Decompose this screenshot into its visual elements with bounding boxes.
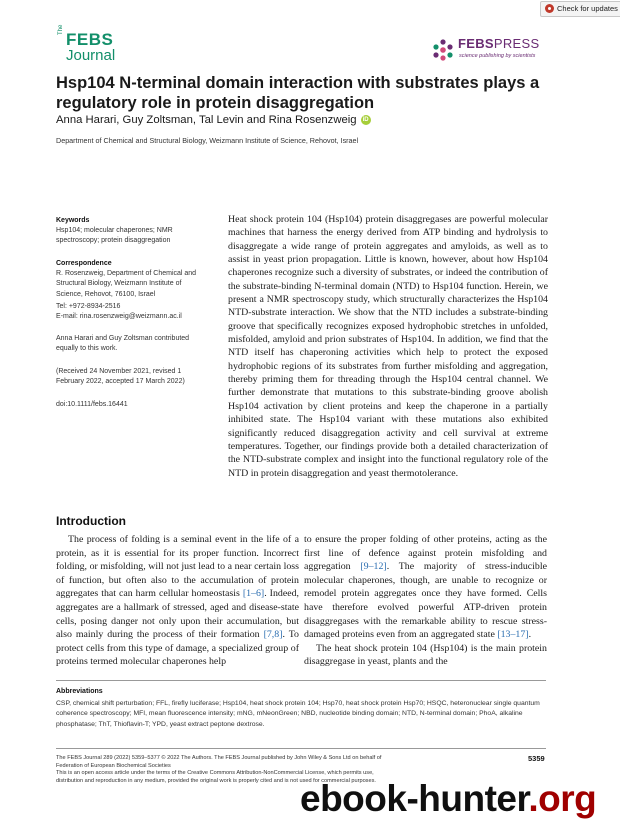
intro-right-column: to ensure the proper folding of other proteins, acting as the first line of defence against protein misfolding and aggregation [9–12]. The majority of stress-inducible molecular chaperones, though, are unable to recognize or remodel protein aggregates once they have formed. Cells have therefore evolved powerful ATP-driven protein disaggregases with the remarkable ability to rescue stress-damaged proteins even from an aggregated state [13–17]. The heat shock protein 104 (Hsp104) is the main protein disaggregase in yeast, plants and the xyxy=(304,534,547,668)
intro-left-column: The process of folding is a seminal event in the life of a protein, as it is essential for its proper function. Incorrect folding, or misfolding, will not just lead to a near certain loss of function, but often also to the accumulation of protein aggregates that can harm cellular homeostasis [1–6]. Indeed, aggregates are a hallmark of stressed, aged and disease-state cells, posing danger not only upon their accumulation, but also mainly during the process of their formation [7,8]. To protect cells from this type of damage, a specialized group of proteins termed molecular chaperones help xyxy=(56,534,299,668)
authors-text: Anna Harari, Guy Zoltsman, Tal Levin and Rina Rosenzweig xyxy=(56,114,357,126)
correspondence: R. Rosenzweig, Department of Chemical and Structural Biology, Weizmann Institute of Science, Rehovot, 76100, Israel xyxy=(56,270,197,298)
article-title: Hsp104 N-terminal domain interaction with substrates plays a regulatory role in protein disaggregation xyxy=(56,74,540,112)
abbreviations-text: CSP, chemical shift perturbation; FFL, firefly luciferase; Hsp104, heat shock protein 104; Hsp70, heat shock protein Hsp70; HSQC, heteronuclear single quantum coherence spectroscopy; MFI, mean fluorescence intensity; mNG, mNeonGreen; NBD, nucleotide binding domain; NTD, N-terminal domain; PhoA, alkaline phosphatase; ThT, Thioflavin-T; YPD, yeast extract peptone dextrose. xyxy=(56,700,540,728)
citation-link[interactable]: [7,8] xyxy=(263,629,283,641)
introduction-heading: Introduction xyxy=(56,514,126,528)
watermark-tld: .org xyxy=(528,778,597,819)
febs-press-dots-icon xyxy=(431,38,455,62)
email-link[interactable]: E-mail: rina.rosenzweig@weizmann.ac.il xyxy=(56,313,182,320)
telephone: Tel: +972-8934-2516 xyxy=(56,303,121,310)
footer-line: Federation of European Biochemical Societies xyxy=(56,762,171,769)
check-for-updates-button[interactable] xyxy=(540,1,620,17)
footer-line: The FEBS Journal 289 (2022) 5359–5377 © 2022 The Authors. The FEBS Journal published by John Wiley & Sons Ltd on behalf of xyxy=(56,755,382,761)
divider xyxy=(56,680,546,681)
publisher-press: PRESS xyxy=(493,36,540,51)
equal-contribution: Anna Harari and Guy Zoltsman contributed equally to this work. xyxy=(56,335,190,353)
footer-divider xyxy=(56,748,546,749)
abbreviations-heading: Abbreviations xyxy=(56,688,103,695)
correspondence-heading: Correspondence xyxy=(56,260,112,267)
journal-logo-the: The xyxy=(58,24,64,35)
publisher-logo xyxy=(458,36,539,51)
journal-logo-febs: FEBS xyxy=(66,30,114,49)
publisher-tagline: science publishing by scientists xyxy=(459,53,536,59)
watermark-name: ebook-hunter xyxy=(300,778,529,819)
refresh-icon xyxy=(545,4,554,13)
check-updates-label: Check for updates xyxy=(557,4,618,13)
keywords: Hsp104; molecular chaperones; NMR spectroscopy; protein disaggregation xyxy=(56,227,173,245)
affiliation: Department of Chemical and Structural Biology, Weizmann Institute of Science, Rehovot, Israel xyxy=(56,136,359,145)
citation-link[interactable]: [9–12] xyxy=(360,561,387,573)
intro-paragraph-2: The heat shock protein 104 (Hsp104) is the main protein disaggregase in yeast, plants and the xyxy=(304,642,547,668)
received-dates: (Received 24 November 2021, revised 1 February 2022, accepted 17 March 2022) xyxy=(56,368,185,386)
footer-line: This is an open access article under the terms of the Creative Commons Attribution-NonCommercial License, which permits use, xyxy=(56,770,374,776)
abstract: Heat shock protein 104 (Hsp104) protein disaggregases are powerful molecular machines that harness the energy derived from ATP binding and hydrolysis to disaggregate a wide range of protein aggregates and amyloids, as well as to assist in yeast prion propagation. Little is known, however, about how Hsp104 chaperones recognize such a diversity of substrates, or indeed the contribution of the substrate-binding N-terminal domain (NTD) to Hsp104 function. Herein, we present a NMR spectroscopy study, which structurally characterizes the Hsp104 NTD-substrate interaction. We show that the NTD includes a substrate-binding groove that specifically recognizes exposed hydrophobic stretches in unfolded, misfolded, amyloid and prion substrates of Hsp104. In addition, we find that the NTD itself has chaperoning activities which help to protect the exposed hydrophobic regions of its substrates from further misfolding and aggregation, thereby priming them for threading through the Hsp104 central channel. We further demonstrate that mutations to this substrate-binding groove abolish Hsp104 activation by client proteins and keep the chaperone in a partially inhibited state. The Hsp104 variant with these mutations also exhibited significantly reduced disaggregation activity and cell survival at extreme temperatures. Together, our findings provide both a detailed characterization of the NTD-substrate complex and insight into the functional regulatory role of the NTD in protein disaggregation and yeast thermotolerance. xyxy=(228,214,548,479)
citation-link[interactable]: [13–17] xyxy=(497,629,529,641)
watermark xyxy=(300,778,596,820)
doi-link[interactable]: doi:10.1111/febs.16441 xyxy=(56,401,128,408)
orcid-icon[interactable]: iD xyxy=(362,117,369,124)
footer-line: distribution and reproduction in any medium, provided the original work is properly cited and is not used for commercial purposes. xyxy=(56,777,376,784)
journal-logo-journal: Journal xyxy=(66,47,116,64)
page-number: 5359 xyxy=(528,754,545,763)
publisher-febs: FEBS xyxy=(458,36,494,51)
author-list xyxy=(56,114,371,126)
keywords-heading: Keywords xyxy=(56,217,90,224)
citation-link[interactable]: [1–6] xyxy=(242,588,265,600)
